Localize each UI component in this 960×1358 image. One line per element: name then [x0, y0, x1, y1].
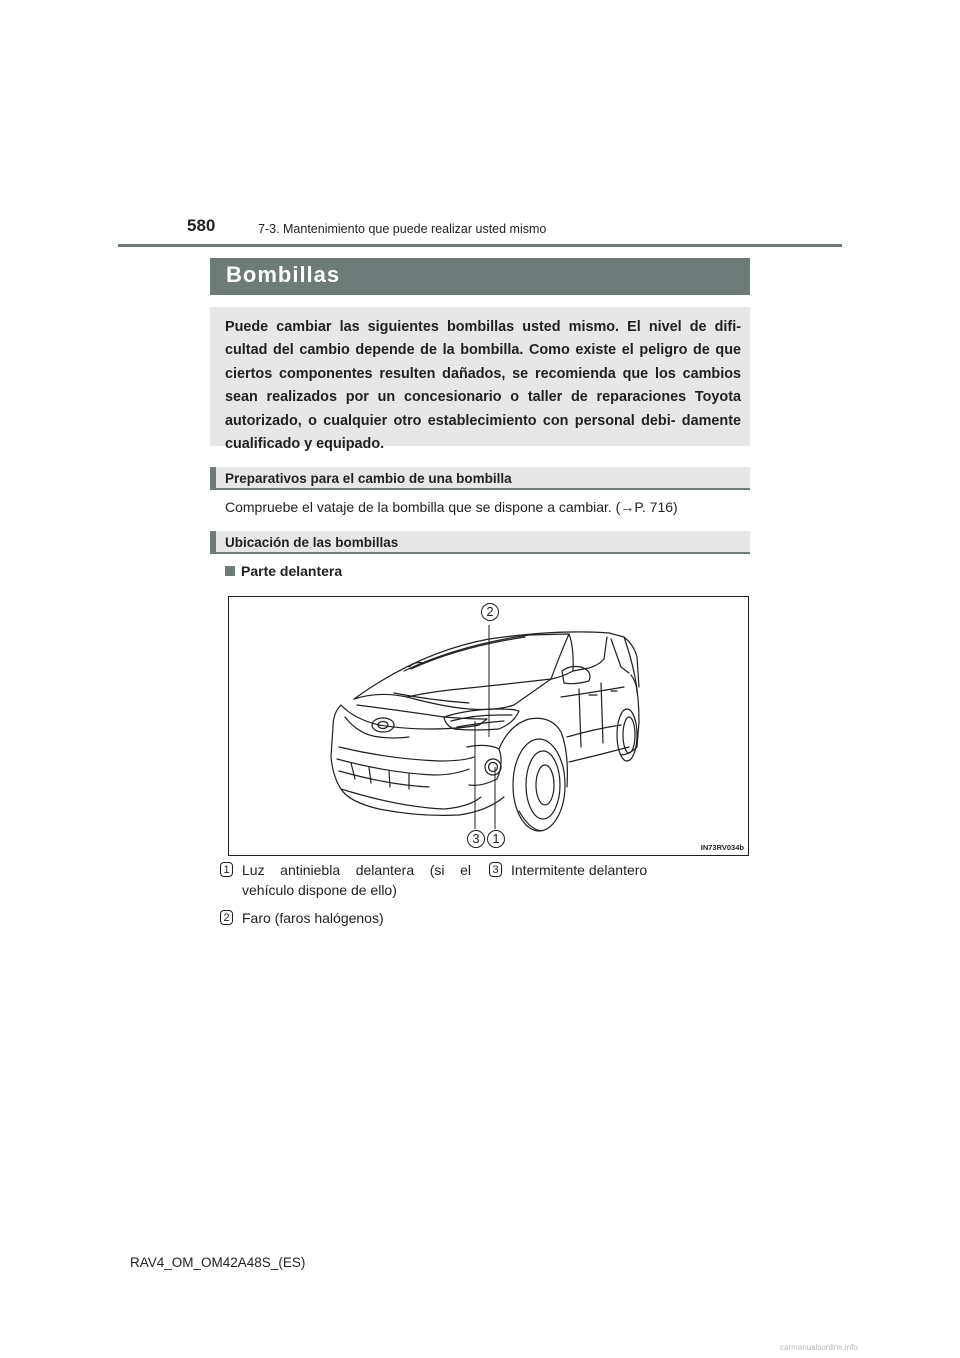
preparation-text: Compruebe el vataje de la bombilla que se dispone a cambiar. (→P. 716) [225, 499, 678, 515]
page-number: 580 [187, 216, 216, 235]
title-bar [210, 258, 750, 295]
callout-1: 1 [487, 830, 505, 848]
subheading-front [225, 563, 342, 579]
section-heading-preparation [210, 467, 750, 490]
header-rule [118, 244, 842, 247]
section-title: 7-3. Mantenimiento que puede realizar usted mismo [258, 222, 547, 236]
intro-text: Puede cambiar las siguientes bombillas usted mismo. El nivel de difi- cultad del cambio depende de la bombilla. Como existe el peligro de que ciertos componentes resulten dañados, se recomienda que los cambios sean realizados por un concesionario o taller de reparaciones Toyota autorizado, o cualquier otro establecimiento con personal debi- damente cualificado y equipado. [225, 319, 741, 453]
legend-number-3: 3 [489, 860, 502, 878]
callout-3: 3 [467, 830, 485, 848]
footer-code: RAV4_OM_OM42A48S_(ES) [130, 1255, 306, 1270]
intro-box [210, 307, 750, 453]
legend-number-1: 1 [220, 860, 233, 878]
legend-number-2: 2 [220, 908, 233, 926]
section-heading-location [210, 531, 750, 554]
watermark: carmanualsonline.info [780, 1343, 858, 1352]
heading-marker [210, 531, 216, 554]
legend-text-1-cont: vehículo dispone de ello) [242, 882, 397, 898]
legend-text-3: Intermitente delantero [511, 862, 648, 878]
page-title: Bombillas [226, 262, 341, 287]
section-heading-text: Preparativos para el cambio de una bombilla [225, 471, 512, 486]
heading-marker [210, 467, 216, 490]
legend-text-2: Faro (faros halógenos) [242, 910, 384, 926]
subheading-text: Parte delantera [241, 563, 343, 579]
figure-car-front [228, 596, 749, 856]
square-bullet-icon [225, 566, 235, 576]
legend-text-1: Luz antiniebla delantera (si el [242, 862, 471, 878]
figure-code: IN73RV034b [700, 843, 744, 852]
callout-leaders [229, 597, 749, 856]
callout-2: 2 [481, 603, 499, 621]
section-heading-text: Ubicación de las bombillas [225, 535, 399, 550]
